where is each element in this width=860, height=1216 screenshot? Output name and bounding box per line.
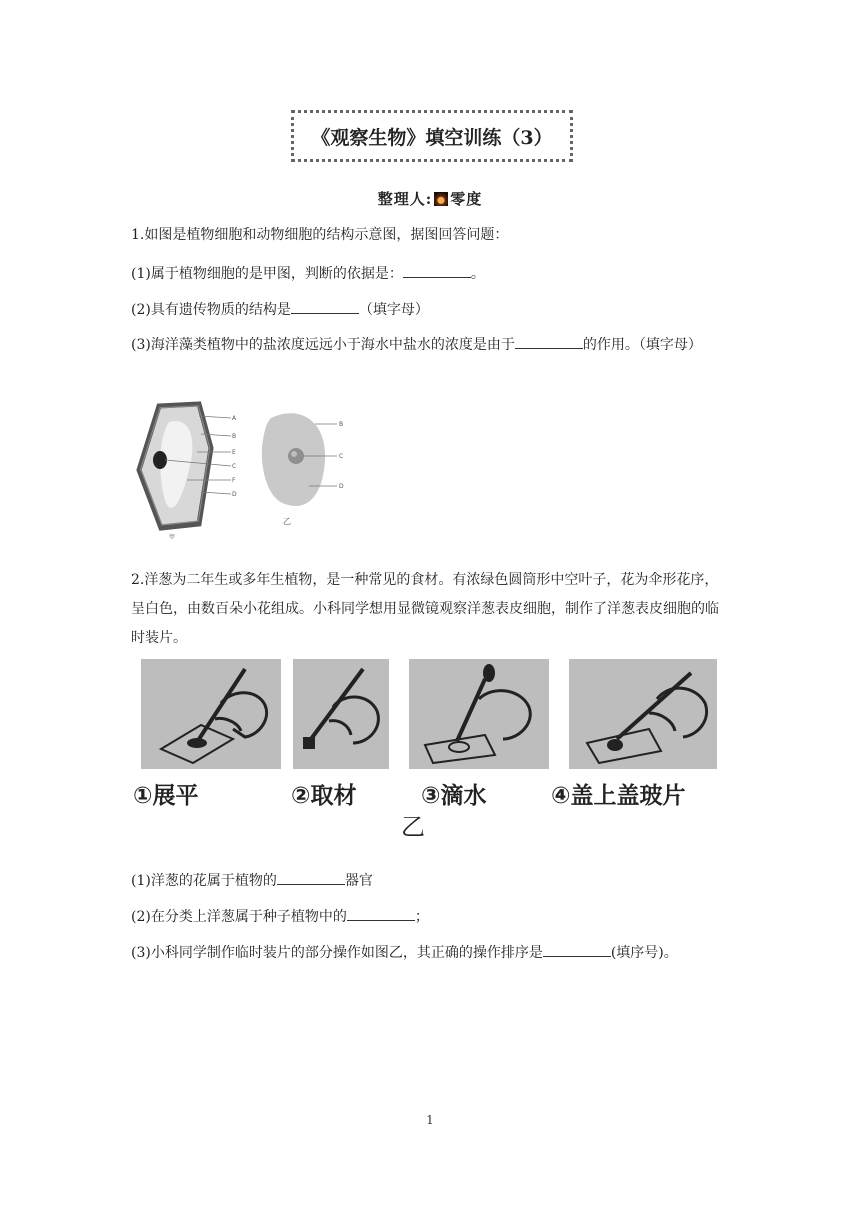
- page-number: 1: [426, 1113, 434, 1127]
- plant-label: B: [232, 433, 237, 440]
- cell-structure-figure: [131, 400, 371, 540]
- worksheet-title: 《观察生物》填空训练（3）: [291, 110, 573, 162]
- animal-label: D: [339, 483, 344, 490]
- q2-part2: (2)在分类上洋葱属于种子植物中的 ；: [131, 909, 429, 925]
- animal-label: C: [339, 453, 344, 460]
- compiler-label: 整理人:: [377, 190, 433, 208]
- step-caption: ②取材: [291, 783, 357, 809]
- q2-part3: (3)小科同学制作临时装片的部分操作如图乙，其正确的操作排序是 (填序号)。: [131, 945, 678, 961]
- step-caption: ①展平: [133, 783, 199, 809]
- plant-label: A: [232, 415, 237, 422]
- step-caption: ④盖上盖玻片: [551, 783, 686, 809]
- q2-stem: 2.洋葱为二年生或多年生植物，是一种常见的食材。有浓绿色圆筒形中空叶子，花为伞形花序，呈白色，由数百朵小花组成。小科同学想用显微镜观察洋葱表皮细胞，制作了洋葱表皮细胞的临时装片。: [131, 572, 719, 646]
- plant-caption: 甲: [169, 534, 176, 540]
- q1-part2: (2)具有遗传物质的结构是 （填字母）: [131, 302, 429, 318]
- q1-stem: 1.如图是植物细胞和动物细胞的结构示意图，据图回答问题：: [131, 227, 509, 243]
- step-caption: ③滴水: [421, 783, 487, 809]
- answer-blank[interactable]: [403, 265, 471, 278]
- step-panel-spread: [141, 659, 281, 769]
- answer-blank[interactable]: [291, 301, 359, 314]
- figure-caption: 乙: [401, 813, 425, 841]
- step-panel-cover: [569, 659, 717, 769]
- sunset-logo-icon: [434, 192, 448, 206]
- hand-dropper-icon: [409, 659, 549, 769]
- answer-blank[interactable]: [277, 872, 345, 885]
- slide-preparation-figure: [131, 655, 719, 841]
- animal-cell-diagram: [262, 413, 337, 506]
- hand-forceps-icon: [293, 659, 389, 769]
- hand-forceps-icon: [141, 659, 281, 769]
- plant-label: C: [232, 463, 237, 470]
- animal-caption: 乙: [283, 517, 291, 526]
- step-panel-drip: [409, 659, 549, 769]
- answer-blank[interactable]: [543, 944, 611, 957]
- hand-forceps-icon: [569, 659, 717, 769]
- step-panel-collect: [293, 659, 389, 769]
- q1-part1: (1)属于植物细胞的是甲图，判断的依据是： 。: [131, 266, 485, 282]
- answer-blank[interactable]: [515, 336, 583, 349]
- q2-part1: (1)洋葱的花属于植物的 器官: [131, 873, 373, 889]
- plant-label: D: [232, 491, 237, 498]
- compiler-name: 零度: [450, 190, 483, 208]
- answer-blank[interactable]: [347, 908, 415, 921]
- animal-label: B: [339, 421, 344, 428]
- compiler-line: [0, 188, 860, 209]
- plant-label: E: [232, 449, 236, 456]
- plant-cell-diagram: [139, 404, 231, 528]
- plant-label: F: [232, 477, 236, 484]
- q1-part3: (3)海洋藻类植物中的盐浓度远远小于海水中盐水的浓度是由于 的作用。（填字母）: [131, 337, 702, 353]
